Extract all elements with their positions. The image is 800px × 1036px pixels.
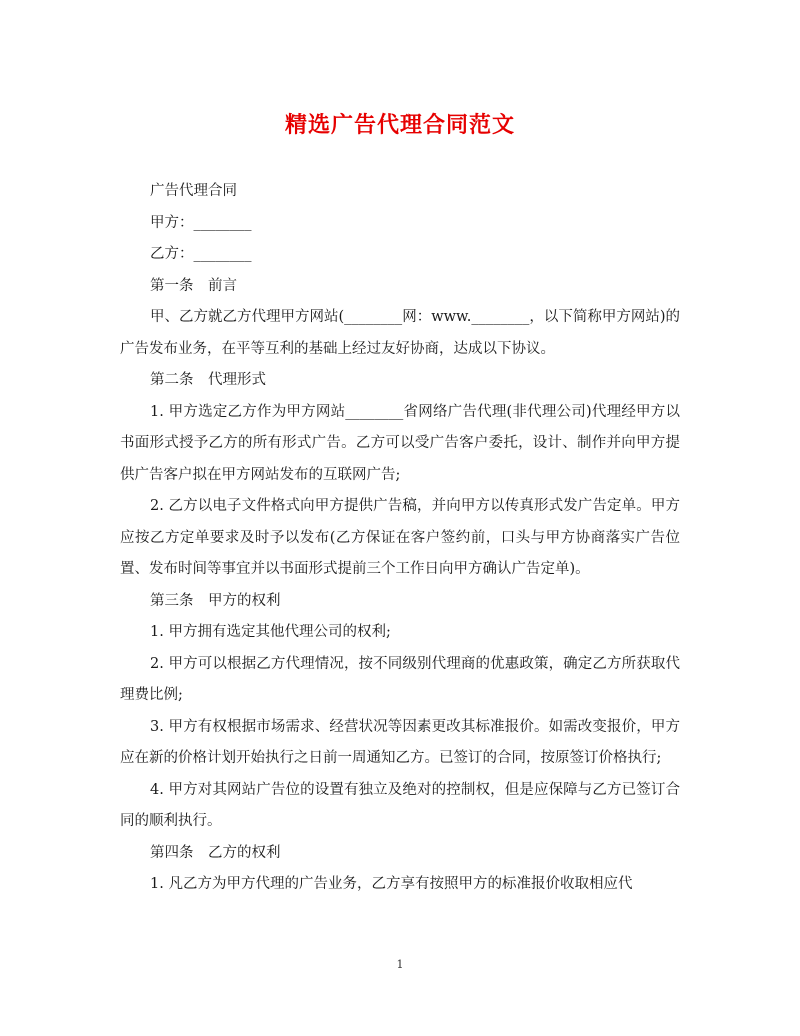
page-number: 1 [396,958,404,971]
article-1-text: 甲、乙方就乙方代理甲方网站(________网：www.________，以下简称甲方网站)的广告发布业务，在平等互利的基础上经过友好协商，达成以下协议。 [120,309,680,357]
article-3-heading: 第三条 甲方的权利 [150,592,281,609]
article-2-item-1: 1. 甲方选定乙方作为甲方网站________省网络广告代理(非代理公司)代理经甲方以书面形式授予乙方的所有形式广告。乙方可以受广告客户委托，设计、制作并向甲方提供广告客户拟在甲方网站发布的互联网广告; [120,403,680,483]
article-3-item-3: 3. 甲方有权根据市场需求、经营状况等因素更改其标准报价。如需改变报价，甲方应在新的价格计划开始执行之日前一周通知乙方。已签订的合同，按原签订价格执行; [120,718,680,766]
document-body [120,176,680,901]
article-3-item-4: 4. 甲方对其网站广告位的设置有独立及绝对的控制权，但是应保障与乙方已签订合同的顺利执行。 [120,781,680,829]
article-3-item-1: 1. 甲方拥有选定其他代理公司的权利; [150,624,391,640]
article-4-heading: 第四条 乙方的权利 [150,844,281,861]
article-4-item-1: 1. 凡乙方为甲方代理的广告业务，乙方享有按照甲方的标准报价收取相应代 [150,876,633,892]
article-1-heading: 第一条 前言 [150,277,237,294]
party-a-line: 甲方：________ [150,214,252,231]
article-2-heading: 第二条 代理形式 [150,372,266,388]
contract-heading: 广告代理合同 [150,183,237,199]
article-2-item-2: 2. 乙方以电子文件格式向甲方提供广告稿，并向甲方以传真形式发广告定单。甲方应按乙方定单要求及时予以发布(乙方保证在客户签约前，口头与甲方协商落实广告位置、发布时间等事宜并以书面形式提前三个工作日向甲方确认广告定单)。 [120,498,680,577]
article-3-item-2: 2. 甲方可以根据乙方代理情况，按不同级别代理商的优惠政策，确定乙方所获取代理费比例; [120,655,680,703]
document-title: 精选广告代理合同范文 [284,112,515,138]
party-b-line: 乙方：________ [150,246,252,262]
